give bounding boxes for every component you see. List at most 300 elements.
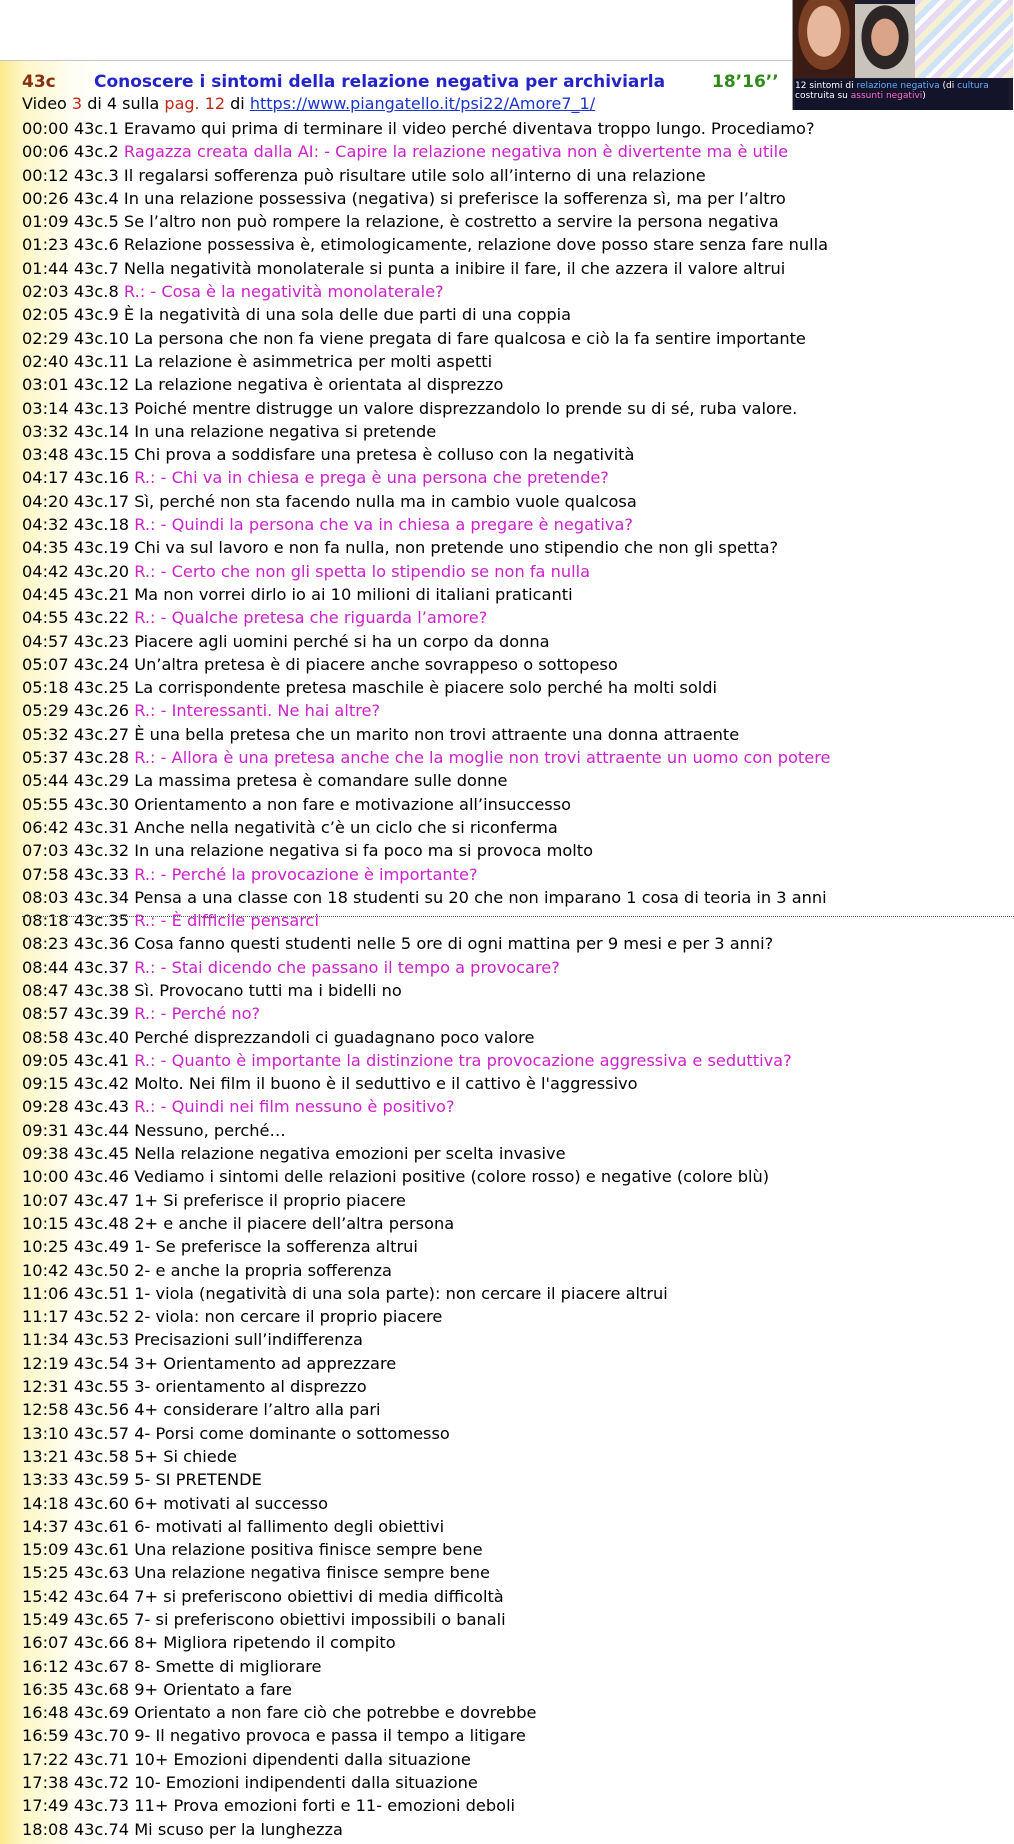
transcript-line [22, 1026, 1002, 1049]
line-code: 43c.66 [73, 1633, 130, 1653]
line-text: Ma non vorrei dirlo io ai 10 milioni di italiani praticanti [134, 584, 573, 604]
transcript-line [22, 723, 1002, 746]
transcript-line [22, 676, 1002, 699]
timestamp[interactable]: 01:09 [22, 212, 69, 232]
timestamp[interactable]: 04:35 [22, 538, 69, 558]
timestamp[interactable]: 16:07 [22, 1633, 69, 1653]
timestamp[interactable]: 14:18 [22, 1493, 69, 1513]
timestamp[interactable]: 13:21 [22, 1446, 69, 1466]
line-code: 43c.4 [73, 188, 119, 208]
timestamp[interactable]: 03:32 [22, 421, 69, 441]
timestamp[interactable]: 02:05 [22, 305, 69, 325]
transcript-line [22, 1142, 1002, 1165]
line-text: In una relazione negativa si fa poco ma si provoca molto [134, 841, 594, 861]
timestamp[interactable]: 04:42 [22, 561, 69, 581]
caption-part: costruita su [795, 91, 851, 101]
line-text: Pensa a una classe con 18 studenti su 20 che non imparano 1 cosa di teoria in 3 anni [134, 887, 827, 907]
line-text: Anche nella negatività c’è un ciclo che si riconferma [134, 817, 558, 837]
line-code: 43c.1 [73, 119, 119, 138]
timestamp[interactable]: 08:44 [22, 957, 69, 977]
video-count-text: di 4 sulla [82, 94, 165, 113]
transcript-line [22, 1492, 1002, 1515]
timestamp[interactable]: 00:06 [22, 142, 69, 162]
timestamp[interactable]: 08:23 [22, 934, 69, 954]
line-text: Sì. Provocano tutti ma i bidelli no [134, 980, 402, 1000]
transcript-line [22, 466, 1002, 489]
line-code: 43c.3 [73, 165, 119, 185]
dotted-separator [22, 916, 1014, 917]
line-code: 43c.55 [73, 1377, 130, 1397]
transcript-line [22, 1165, 1002, 1188]
transcript-line [22, 793, 1002, 816]
transcript-line [22, 979, 1002, 1002]
line-code: 43c.23 [73, 631, 130, 651]
caption-part: assunti negativi [850, 91, 923, 101]
transcript-line [22, 583, 1002, 606]
question-text: R.: - Perché la provocazione è importante? [134, 864, 478, 884]
timestamp[interactable]: 05:44 [22, 771, 69, 791]
timestamp[interactable]: 00:26 [22, 188, 69, 208]
timestamp[interactable]: 08:47 [22, 980, 69, 1000]
transcript-line [22, 1468, 1002, 1491]
line-code: 43c.28 [73, 748, 130, 768]
transcript-line [22, 164, 1002, 187]
line-code: 43c.17 [73, 491, 130, 511]
line-text: La persona che non fa viene pregata di fare qualcosa e ciò la fa sentire importante [134, 328, 806, 348]
transcript-line [22, 513, 1002, 536]
timestamp[interactable]: 08:03 [22, 887, 69, 907]
timestamp[interactable]: 05:32 [22, 724, 69, 744]
line-code: 43c.68 [73, 1679, 130, 1699]
question-text: R.: - Cosa è la negatività monolaterale? [123, 282, 444, 302]
timestamp[interactable]: 05:07 [22, 654, 69, 674]
timestamp[interactable]: 09:05 [22, 1050, 69, 1070]
timestamp[interactable]: 00:12 [22, 165, 69, 185]
line-text: 2+ e anche il piacere dell’altra persona [134, 1213, 455, 1233]
thumbnail-caption [795, 79, 1009, 110]
question-text: R.: - Quanto è importante la distinzione tra provocazione aggressiva e seduttiva? [134, 1050, 792, 1070]
transcript-line [22, 863, 1002, 886]
timestamp[interactable]: 17:49 [22, 1796, 69, 1816]
line-code: 43c.26 [73, 701, 130, 721]
transcript-line [22, 886, 1002, 909]
timestamp[interactable]: 09:15 [22, 1074, 69, 1094]
transcript-line [22, 303, 1002, 326]
line-code: 43c.13 [73, 398, 130, 418]
timestamp[interactable]: 07:58 [22, 864, 69, 884]
transcript-line [22, 1095, 1002, 1118]
line-code: 43c.18 [73, 515, 130, 535]
transcript-line [22, 210, 1002, 233]
line-code: 43c.21 [73, 584, 130, 604]
section-code: 43c [22, 72, 56, 92]
transcript-line [22, 560, 1002, 583]
transcript-line [22, 1794, 1002, 1817]
timestamp[interactable]: 12:58 [22, 1400, 69, 1420]
line-text: 1- Se preferisce la sofferenza altrui [134, 1237, 418, 1257]
line-code: 43c.53 [73, 1330, 130, 1350]
line-code: 43c.67 [73, 1656, 130, 1676]
line-code: 43c.61 [73, 1540, 130, 1560]
line-text: 7+ si preferiscono obiettivi di media difficoltà [134, 1586, 504, 1606]
line-text: Orientamento a non fare e motivazione all’insuccesso [134, 794, 572, 814]
line-text: 5- SI PRETENDE [134, 1470, 262, 1490]
line-code: 43c.35 [73, 911, 130, 931]
question-text: R.: - Allora è una pretesa anche che la moglie non trovi attraente un uomo con potere [134, 748, 831, 768]
line-code: 43c.38 [73, 980, 130, 1000]
line-code: 43c.71 [73, 1749, 130, 1769]
caption-part: cultura [957, 81, 989, 91]
transcript-line [22, 117, 1002, 140]
question-text: Ragazza creata dalla AI: - Capire la relazione negativa non è divertente ma è utile [123, 142, 789, 162]
line-text: Mi scuso per la lunghezza [134, 1819, 343, 1839]
timestamp[interactable]: 04:17 [22, 468, 69, 488]
timestamp[interactable]: 13:33 [22, 1470, 69, 1490]
timestamp[interactable]: 08:57 [22, 1004, 69, 1024]
line-text: La relazione è asimmetrica per molti aspetti [134, 351, 493, 371]
caption-part: (di [939, 81, 958, 91]
transcript-list [22, 117, 1002, 1841]
line-text: 8- Smette di migliorare [134, 1656, 322, 1676]
document-header [22, 72, 792, 118]
question-text: R.: - Certo che non gli spetta lo stipendio se non fa nulla [134, 561, 591, 581]
video-label: Video [22, 94, 72, 113]
line-text: Nessuno, perché… [134, 1120, 286, 1140]
line-code: 43c.11 [73, 351, 130, 371]
line-code: 43c.29 [73, 771, 130, 791]
line-code: 43c.52 [73, 1307, 130, 1327]
line-text: Orientato a non fare ciò che potrebbe e dovrebbe [134, 1703, 537, 1723]
line-code: 43c.30 [73, 794, 130, 814]
line-code: 43c.73 [73, 1796, 130, 1816]
transcript-line [22, 1561, 1002, 1584]
transcript-line [22, 1818, 1002, 1841]
timestamp[interactable]: 02:29 [22, 328, 69, 348]
transcript-line [22, 1259, 1002, 1282]
line-code: 43c.31 [73, 817, 130, 837]
woman-portrait-image [793, 0, 855, 78]
transcript-line [22, 1678, 1002, 1701]
transcript-line [22, 1002, 1002, 1025]
transcript-line [22, 420, 1002, 443]
line-code: 43c.45 [73, 1144, 130, 1164]
line-text: 1+ Si preferisce il proprio piacere [134, 1190, 406, 1210]
timestamp[interactable]: 01:23 [22, 235, 69, 255]
timestamp[interactable]: 10:07 [22, 1190, 69, 1210]
line-code: 43c.63 [73, 1563, 130, 1583]
caption-part: ) [922, 91, 926, 101]
line-code: 43c.32 [73, 841, 130, 861]
timestamp[interactable]: 04:57 [22, 631, 69, 651]
line-text: È una bella pretesa che un marito non trovi attraente una donna attraente [134, 724, 740, 744]
transcript-line [22, 1328, 1002, 1351]
line-code: 43c.24 [73, 654, 130, 674]
page-number: pag. 12 [164, 94, 226, 113]
line-text: 3+ Orientamento ad apprezzare [134, 1353, 397, 1373]
line-text: Molto. Nei film il buono è il seduttivo e il cattivo è l'aggressivo [134, 1074, 638, 1094]
transcript-line [22, 280, 1002, 303]
line-text: 2- viola: non cercare il proprio piacere [134, 1307, 443, 1327]
transcript-line [22, 233, 1002, 256]
timestamp[interactable]: 05:18 [22, 678, 69, 698]
transcript-line [22, 1585, 1002, 1608]
line-code: 43c.54 [73, 1353, 130, 1373]
line-code: 43c.39 [73, 1004, 130, 1024]
transcript-line [22, 140, 1002, 163]
timestamp[interactable]: 02:40 [22, 351, 69, 371]
line-code: 43c.34 [73, 887, 130, 907]
page-title: Conoscere i sintomi della relazione negativa per archiviarla [94, 72, 666, 92]
video-thumbnail[interactable] [792, 0, 1013, 110]
timestamp[interactable]: 11:06 [22, 1283, 69, 1303]
line-text: 6- motivati al fallimento degli obiettivi [134, 1516, 445, 1536]
timestamp[interactable]: 08:18 [22, 911, 69, 931]
caption-part: 12 sintomi di [795, 81, 857, 91]
line-code: 43c.72 [73, 1773, 130, 1793]
line-text: Perché disprezzandoli ci guadagnano poco valore [134, 1027, 535, 1047]
question-text: R.: - Chi va in chiesa e prega è una persona che pretende? [134, 468, 609, 488]
line-code: 43c.40 [73, 1027, 130, 1047]
line-text: 3- orientamento al disprezzo [134, 1377, 367, 1397]
question-text: R.: - Quindi nei film nessuno è positivo? [134, 1097, 455, 1117]
transcript-line [22, 699, 1002, 722]
timestamp[interactable]: 05:55 [22, 794, 69, 814]
transcript-line [22, 653, 1002, 676]
timestamp[interactable]: 08:58 [22, 1027, 69, 1047]
line-code: 43c.60 [73, 1493, 130, 1513]
line-text: Una relazione positiva finisce sempre bene [134, 1540, 483, 1560]
line-code: 43c.48 [73, 1213, 130, 1233]
line-code: 43c.15 [73, 445, 130, 465]
transcript-line [22, 956, 1002, 979]
timestamp[interactable]: 03:14 [22, 398, 69, 418]
line-text: Nella negatività monolaterale si punta a inibire il fare, il che azzera il valore altrui [123, 258, 786, 278]
transcript-line [22, 1352, 1002, 1375]
line-code: 43c.9 [73, 305, 119, 325]
timestamp[interactable]: 11:34 [22, 1330, 69, 1350]
timestamp[interactable]: 17:38 [22, 1773, 69, 1793]
timestamp[interactable]: 12:31 [22, 1377, 69, 1397]
line-code: 43c.12 [73, 375, 130, 395]
line-code: 43c.33 [73, 864, 130, 884]
timestamp[interactable]: 15:42 [22, 1586, 69, 1606]
line-code: 43c.74 [73, 1819, 130, 1839]
timestamp[interactable]: 10:42 [22, 1260, 69, 1280]
question-text: R.: - Stai dicendo che passano il tempo a provocare? [134, 957, 560, 977]
timestamp[interactable]: 04:45 [22, 584, 69, 604]
line-code: 43c.25 [73, 678, 130, 698]
transcript-line [22, 1235, 1002, 1258]
line-text: Sì, perché non sta facendo nulla ma in cambio vuole qualcosa [134, 491, 637, 511]
line-code: 43c.59 [73, 1470, 130, 1490]
transcript-line [22, 1305, 1002, 1328]
timestamp[interactable]: 09:28 [22, 1097, 69, 1117]
line-text: Precisazioni sull’indifferenza [134, 1330, 363, 1350]
timestamp[interactable]: 15:25 [22, 1563, 69, 1583]
line-text: 2- e anche la propria sofferenza [134, 1260, 392, 1280]
line-text: È la negatività di una sola delle due parti di una coppia [123, 305, 572, 325]
timestamp[interactable]: 06:42 [22, 817, 69, 837]
timestamp[interactable]: 16:12 [22, 1656, 69, 1676]
line-text: 8+ Migliora ripetendo il compito [134, 1633, 396, 1653]
timestamp[interactable]: 16:59 [22, 1726, 69, 1746]
transcript-line [22, 1515, 1002, 1538]
line-text: 4- Porsi come dominante o sottomesso [134, 1423, 450, 1443]
transcript-line [22, 373, 1002, 396]
line-code: 43c.7 [73, 258, 119, 278]
line-code: 43c.50 [73, 1260, 130, 1280]
man-portrait-image [855, 4, 915, 78]
timestamp[interactable]: 09:31 [22, 1120, 69, 1140]
line-code: 43c.27 [73, 724, 130, 744]
transcript-line [22, 932, 1002, 955]
line-code: 43c.57 [73, 1423, 130, 1443]
timestamp[interactable]: 00:00 [22, 119, 69, 138]
line-code: 43c.6 [73, 235, 119, 255]
transcript-line [22, 1608, 1002, 1631]
line-text: Un’altra pretesa è di piacere anche sovrappeso o sottopeso [134, 654, 618, 674]
line-text: Se l’altro non può rompere la relazione, è costretto a servire la persona negativa [123, 212, 779, 232]
line-code: 43c.64 [73, 1586, 130, 1606]
transcript-line [22, 1655, 1002, 1678]
question-text: R.: - Perché no? [134, 1004, 261, 1024]
line-code: 43c.2 [73, 142, 119, 162]
transcript-line [22, 1701, 1002, 1724]
transcript-line [22, 1748, 1002, 1771]
video-duration: 18’16’’ [712, 72, 779, 92]
line-code: 43c.49 [73, 1237, 130, 1257]
timestamp[interactable]: 11:17 [22, 1307, 69, 1327]
line-code: 43c.19 [73, 538, 130, 558]
transcript-line [22, 630, 1002, 653]
line-text: Chi va sul lavoro e non fa nulla, non pretende uno stipendio che non gli spetta? [134, 538, 779, 558]
source-link[interactable]: https://www.piangatello.it/psi22/Amore7_1/ [249, 94, 596, 113]
line-code: 43c.37 [73, 957, 130, 977]
line-text: 10+ Emozioni dipendenti dalla situazione [134, 1749, 471, 1769]
line-code: 43c.5 [73, 212, 119, 232]
transcript-line [22, 257, 1002, 280]
timestamp[interactable]: 12:19 [22, 1353, 69, 1373]
transcript-line [22, 327, 1002, 350]
timestamp[interactable]: 15:49 [22, 1610, 69, 1629]
transcript-line [22, 769, 1002, 792]
transcript-line [22, 839, 1002, 862]
line-text: Vediamo i sintomi delle relazioni positive (colore rosso) e negative (colore blù) [134, 1167, 770, 1187]
line-text: La massima pretesa è comandare sulle donne [134, 771, 508, 791]
line-text: Eravamo qui prima di terminare il video perché diventava troppo lungo. Procediamo? [123, 119, 815, 138]
timestamp[interactable]: 16:48 [22, 1703, 69, 1723]
transcript-line [22, 187, 1002, 210]
transcript-line [22, 1631, 1002, 1654]
line-code: 43c.65 [73, 1610, 130, 1629]
transcript-line [22, 909, 1002, 932]
line-code: 43c.42 [73, 1074, 130, 1094]
transcript-line [22, 606, 1002, 629]
line-code: 43c.10 [73, 328, 130, 348]
question-text: R.: - Quindi la persona che va in chiesa a pregare è negativa? [134, 515, 633, 535]
line-code: 43c.41 [73, 1050, 130, 1070]
transcript-line [22, 397, 1002, 420]
timestamp[interactable]: 16:35 [22, 1679, 69, 1699]
line-code: 43c.58 [73, 1446, 130, 1466]
timestamp[interactable]: 10:25 [22, 1237, 69, 1257]
question-text: R.: - È difficile pensarci [134, 911, 319, 931]
video-number: 3 [71, 94, 83, 113]
transcript-line [22, 1119, 1002, 1142]
timestamp[interactable]: 03:01 [22, 375, 69, 395]
line-text: 9- Il negativo provoca e passa il tempo a litigare [134, 1726, 526, 1746]
line-text: 9+ Orientato a fare [134, 1679, 292, 1699]
line-text: La relazione negativa è orientata al disprezzo [134, 375, 504, 395]
timestamp[interactable]: 05:37 [22, 748, 69, 768]
line-code: 43c.20 [73, 561, 130, 581]
timestamp[interactable]: 18:08 [22, 1819, 69, 1839]
timestamp[interactable]: 04:20 [22, 491, 69, 511]
line-code: 43c.16 [73, 468, 130, 488]
transcript-line [22, 1282, 1002, 1305]
timestamp[interactable]: 14:37 [22, 1516, 69, 1536]
timestamp[interactable]: 09:38 [22, 1144, 69, 1164]
question-text: R.: - Qualche pretesa che riguarda l’amore? [134, 608, 488, 628]
line-text: In una relazione negativa si pretende [134, 421, 437, 441]
transcript-line [22, 816, 1002, 839]
transcript-line [22, 1398, 1002, 1421]
transcript-line [22, 1049, 1002, 1072]
line-code: 43c.61 [73, 1516, 130, 1536]
timestamp[interactable]: 07:03 [22, 841, 69, 861]
line-code: 43c.47 [73, 1190, 130, 1210]
transcript-line [22, 1538, 1002, 1561]
timestamp[interactable]: 04:55 [22, 608, 69, 628]
line-code: 43c.44 [73, 1120, 130, 1140]
line-code: 43c.36 [73, 934, 130, 954]
line-code: 43c.70 [73, 1726, 130, 1746]
timestamp[interactable]: 05:29 [22, 701, 69, 721]
line-text: Relazione possessiva è, etimologicamente, relazione dove posso stare senza fare nulla [123, 235, 829, 255]
timestamp[interactable]: 10:00 [22, 1167, 69, 1187]
line-text: 11+ Prova emozioni forti e 11- emozioni deboli [134, 1796, 516, 1816]
line-code: 43c.69 [73, 1703, 130, 1723]
timestamp[interactable]: 15:09 [22, 1540, 69, 1560]
timestamp[interactable]: 01:44 [22, 258, 69, 278]
line-text: In una relazione possessiva (negativa) si preferisce la sofferenza sì, ma per l’altro [123, 188, 786, 208]
line-code: 43c.43 [73, 1097, 130, 1117]
line-text: La corrispondente pretesa maschile è piacere solo perché ha molti soldi [134, 678, 717, 698]
transcript-line [22, 1212, 1002, 1235]
line-text: 4+ considerare l’altro alla pari [134, 1400, 381, 1420]
transcript-line [22, 746, 1002, 769]
timestamp[interactable]: 02:03 [22, 282, 69, 302]
line-text: Nella relazione negativa emozioni per scelta invasive [134, 1144, 566, 1164]
timestamp[interactable]: 13:10 [22, 1423, 69, 1443]
transcript-line [22, 350, 1002, 373]
timestamp[interactable]: 10:15 [22, 1213, 69, 1233]
timestamp[interactable]: 04:32 [22, 515, 69, 535]
line-text: Chi prova a soddisfare una pretesa è colluso con la negatività [134, 445, 635, 465]
timestamp[interactable]: 03:48 [22, 445, 69, 465]
transcript-line [22, 1445, 1002, 1468]
line-text: Poiché mentre distrugge un valore disprezzandolo lo prende su di sé, ruba valore. [134, 398, 798, 418]
caption-part: relazione negativa [856, 81, 940, 91]
line-text: 1- viola (negatività di una sola parte): non cercare il piacere altrui [134, 1283, 668, 1303]
line-code: 43c.46 [73, 1167, 130, 1187]
slide-collage-image [915, 0, 1013, 78]
timestamp[interactable]: 17:22 [22, 1749, 69, 1769]
transcript-line [22, 1189, 1002, 1212]
line-text: Piacere agli uomini perché si ha un corpo da donna [134, 631, 550, 651]
line-text: Una relazione negativa finisce sempre bene [134, 1563, 490, 1583]
transcript-line [22, 1422, 1002, 1445]
